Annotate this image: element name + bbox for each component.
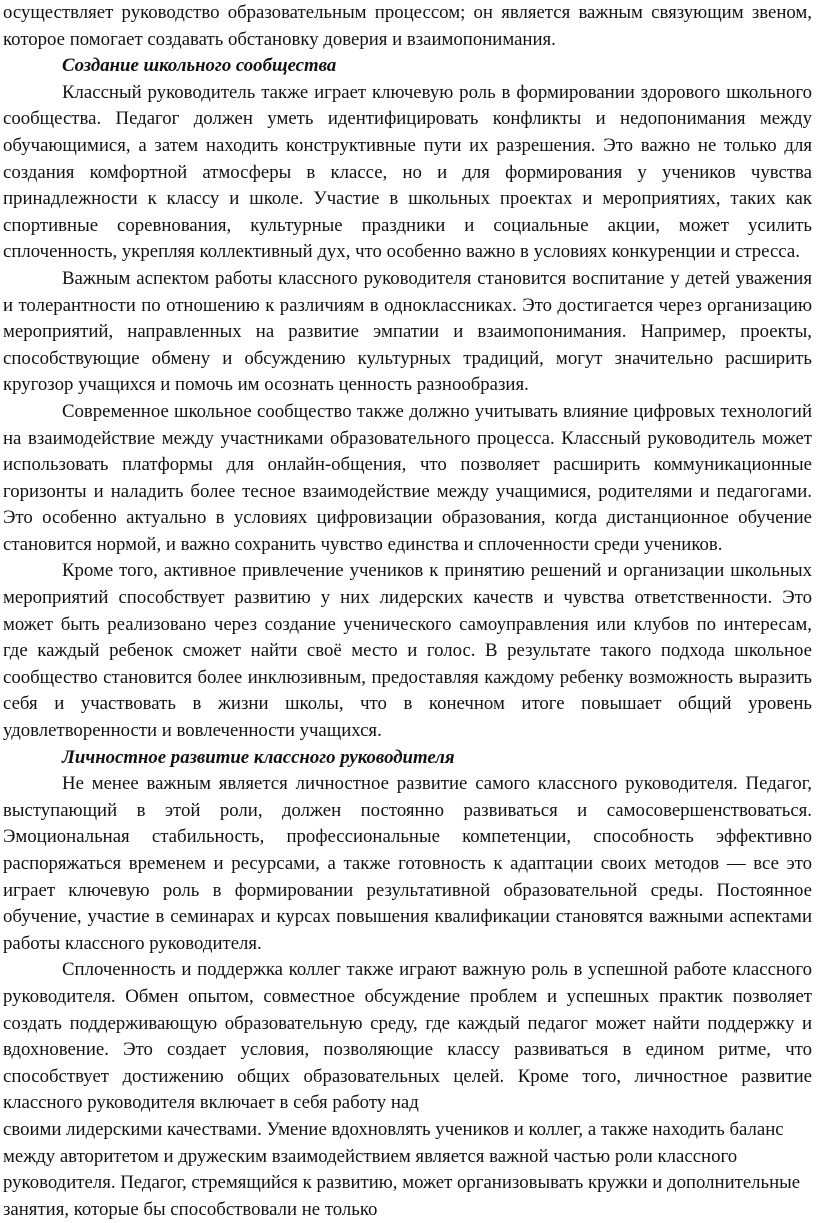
paragraph-personal-2-tail: своими лидерскими качествами. Умение вдохновлять учеников и коллег, а также находить баланс между авторитетом и дружеским взаимодействием является важной частью роли классного руководителя. Педагог, стремящийся к развитию, может организовывать кружки и дополнительные занятия, которые бы способствовали не только	[3, 1118, 801, 1220]
section-heading-personal: Личностное развитие классного руководителя	[62, 746, 455, 768]
paragraph-personal-2: Сплоченность и поддержка коллег также играют важную роль в успешной работе классного руководителя. Обмен опытом, совместное обсуждение проблем и успешных практик позволяет создать поддерживающую образовательную среду, где каждый педагог может найти поддержку и вдохновение. Это создает условия, позволяющие классу развиваться в едином ритме, что способствует достижению общих образовательных целей. Кроме того, личностное развитие классного руководителя включает в себя работу над	[3, 959, 812, 1114]
paragraph-continuation: осуществляет руководство образовательным процессом; он является важным связующим звеном, которое помогает создавать обстановку доверия и взаимопонимания.	[3, 2, 812, 50]
paragraph-community-1: Классный руководитель также играет ключевую роль в формировании здорового школьного сообщества. Педагог должен уметь идентифицировать конфликты и недопонимания между обучающимися, а затем находить конструктивные пути их разрешения. Это важно не только для создания комфортной атмосферы в классе, но и для формирования у учеников чувства принадлежности к классу и школе. Участие в школьных проектах и мероприятиях, таких как спортивные соревнования, культурные праздники и социальные акции, может усилить сплоченность, укрепляя коллективный дух, что особенно важно в условиях конкуренции и стресса.	[3, 81, 812, 263]
paragraph-community-3: Современное школьное сообщество также должно учитывать влияние цифровых технологий на взаимодействие между участниками образовательного процесса. Классный руководитель может использовать платформы для онлайн-общения, что позволяет расширить коммуникационные горизонты и наладить более тесное взаимодействие между учащимися, родителями и педагогами. Это особенно актуально в условиях цифровизации образования, когда дистанционное обучение становится нормой, и важно сохранить чувство единства и сплоченности среди учеников.	[3, 400, 812, 555]
paragraph-community-4: Кроме того, активное привлечение учеников к принятию решений и организации школьных мероприятий способствует развитию у них лидерских качеств и чувства ответственности. Это может быть реализовано через создание ученического самоуправления или клубов по интересам, где каждый ребенок сможет найти своё место и голос. В результате такого подхода школьное сообщество становится более инклюзивным, предоставляя каждому ребенку возможность выразить себя и участвовать в жизни школы, что в конечном итоге повышает общий уровень удовлетворенности и вовлеченности учащихся.	[3, 560, 812, 742]
paragraph-personal-1: Не менее важным является личностное развитие самого классного руководителя. Педагог, выступающий в этой роли, должен постоянно развиваться и самосовершенствоваться. Эмоциональная стабильность, профессиональные компетенции, способность эффективно распоряжаться временем и ресурсами, а также готовность к адаптации своих методов — все это играет ключевую роль в формировании результативной образовательной среды. Постоянное обучение, участие в семинарах и курсах повышения квалификации становятся важными аспектами работы классного руководителя.	[3, 773, 812, 954]
section-heading-community: Создание школьного сообщества	[62, 55, 337, 77]
paragraph-community-2: Важным аспектом работы классного руководителя становится воспитание у детей уважения и толерантности по отношению к различиям в одноклассниках. Это достигается через организацию мероприятий, направленных на развитие эмпатии и взаимопонимания. Например, проекты, способствующие обмену и обсуждению культурных традиций, могут значительно расширить кругозор учащихся и помочь им осознать ценность разнообразия.	[3, 267, 812, 396]
